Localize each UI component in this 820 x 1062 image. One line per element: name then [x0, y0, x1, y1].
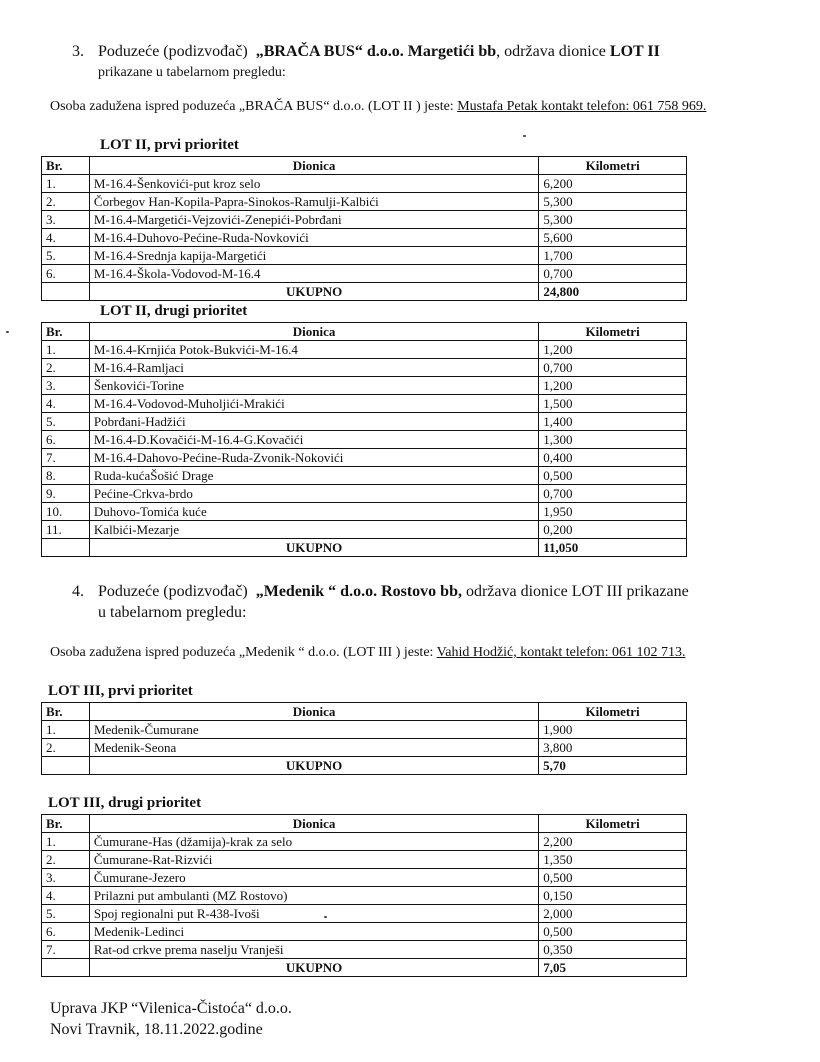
table-header-row [42, 703, 687, 721]
row-number-cell: 5. [42, 247, 90, 265]
scan-speck [523, 135, 526, 137]
section-name-cell: Prilazni put ambulanti (MZ Rostovo) [89, 887, 538, 905]
table-row [42, 193, 687, 211]
table-row [42, 359, 687, 377]
lot3-first-title: LOT III, prvi prioritet [48, 683, 193, 699]
kilometers-cell: 2,200 [539, 833, 687, 851]
col-header-br: Br. [42, 323, 90, 341]
section-name-cell: M-16.4-Margetići-Vejzovići-Zenepići-Pobrđani [89, 211, 538, 229]
kilometers-cell: 0,150 [539, 887, 687, 905]
section-name-cell: M-16.4-Krnjića Potok-Bukvići-M-16.4 [89, 341, 538, 359]
table-row [42, 521, 687, 539]
row-number-cell: 3. [42, 211, 90, 229]
kilometers-cell: 1,400 [539, 413, 687, 431]
kilometers-cell: 0,500 [539, 467, 687, 485]
row-number-cell: 5. [42, 413, 90, 431]
total-row [42, 283, 687, 301]
section-name-cell: Spoj regionalni put R-438-Ivoši [89, 905, 538, 923]
lot3-second-table [41, 814, 687, 977]
row-number-cell: 4. [42, 395, 90, 413]
row-number-cell: 6. [42, 923, 90, 941]
total-row [42, 539, 687, 557]
kilometers-cell: 0,500 [539, 869, 687, 887]
table-row [42, 413, 687, 431]
section-4-company: „Medenik “ d.o.o. Rostovo bb, [255, 583, 462, 600]
lot3-first-table [41, 702, 687, 775]
footer-date-place: Novi Travnik, 18.11.2022.godine [50, 1021, 263, 1038]
kilometers-cell: 1,350 [539, 851, 687, 869]
lot2-second-title: LOT II, drugi prioritet [100, 303, 248, 319]
section-3-lot: LOT II [609, 43, 660, 60]
section-name-cell: Pobrđani-Hadžići [89, 413, 538, 431]
lot2-first-title: LOT II, prvi prioritet [100, 137, 239, 153]
section-4-intro: Poduzeće (podizvođač) [98, 583, 248, 600]
table-row [42, 869, 687, 887]
row-number-cell: 2. [42, 359, 90, 377]
kilometers-cell: 0,500 [539, 923, 687, 941]
section-name-cell: M-16.4-D.Kovačići-M-16.4-G.Kovačići [89, 431, 538, 449]
kilometers-cell: 1,200 [539, 341, 687, 359]
kilometers-cell: 1,200 [539, 377, 687, 395]
kilometers-cell: 0,700 [539, 359, 687, 377]
section-name-cell: Kalbići-Mezarje [89, 521, 538, 539]
table-row [42, 905, 687, 923]
row-number-cell: 11. [42, 521, 90, 539]
section-3-contact-intro: Osoba zadužena ispred poduzeća „BRAČA BUS“ d.o.o. (LOT II ) jeste: [50, 99, 458, 114]
section-name-cell: M-16.4-Dahovo-Pećine-Ruda-Zvonik-Nokovići [89, 449, 538, 467]
section-name-cell: Čorbegov Han-Kopila-Papra-Sinokos-Ramulji-Kalbići [89, 193, 538, 211]
row-number-cell: 2. [42, 193, 90, 211]
kilometers-cell: 5,300 [539, 193, 687, 211]
total-row [42, 959, 687, 977]
row-number-cell: 1. [42, 721, 90, 739]
row-number-cell: 2. [42, 739, 90, 757]
section-3-intro: Poduzeće (podizvođač) [98, 43, 248, 60]
total-value: 24,800 [539, 283, 687, 301]
scan-speck [324, 916, 327, 918]
section-name-cell: Medenik-Seona [89, 739, 538, 757]
total-label: UKUPNO [89, 959, 538, 977]
col-header-br: Br. [42, 815, 90, 833]
table-header-row [42, 157, 687, 175]
col-header-dionica: Dionica [89, 157, 538, 175]
footer-organization: Uprava JKP “Vilenica-Čistoća“ d.o.o. [50, 1000, 292, 1017]
table-row [42, 341, 687, 359]
col-header-km: Kilometri [539, 815, 687, 833]
table-row [42, 887, 687, 905]
section-name-cell: Čumurane-Rat-Rizvići [89, 851, 538, 869]
table-header-row [42, 323, 687, 341]
col-header-br: Br. [42, 157, 90, 175]
section-name-cell: M-16.4-Srednja kapija-Margetići [89, 247, 538, 265]
table-row [42, 247, 687, 265]
row-number-cell: 3. [42, 869, 90, 887]
lot3-second-title: LOT III, drugi prioritet [48, 795, 202, 811]
total-label: UKUPNO [89, 539, 538, 557]
section-3-company: „BRAČA BUS“ d.o.o. Margetići bb [255, 43, 497, 60]
kilometers-cell: 5,300 [539, 211, 687, 229]
kilometers-cell: 0,700 [539, 485, 687, 503]
kilometers-cell: 1,500 [539, 395, 687, 413]
col-header-km: Kilometri [539, 323, 687, 341]
table-row [42, 211, 687, 229]
section-4-contact [50, 645, 686, 661]
row-number-cell: 1. [42, 833, 90, 851]
col-header-dionica: Dionica [89, 815, 538, 833]
col-header-dionica: Dionica [89, 323, 538, 341]
kilometers-cell: 5,600 [539, 229, 687, 247]
section-3-contact-person: Mustafa Petak kontakt telefon: 061 758 969. [457, 99, 707, 114]
total-empty-cell [42, 959, 90, 977]
total-value: 5,70 [539, 757, 687, 775]
table-row [42, 449, 687, 467]
table-row [42, 721, 687, 739]
kilometers-cell: 2,000 [539, 905, 687, 923]
table-header-row [42, 815, 687, 833]
lot2-second-table [41, 322, 687, 557]
kilometers-cell: 0,200 [539, 521, 687, 539]
row-number-cell: 3. [42, 377, 90, 395]
row-number-cell: 6. [42, 265, 90, 283]
total-empty-cell [42, 283, 90, 301]
section-4-line2: u tabelarnom pregledu: [98, 604, 247, 621]
table-row [42, 229, 687, 247]
section-3-line2: prikazane u tabelarnom pregledu: [98, 65, 286, 80]
row-number-cell: 4. [42, 887, 90, 905]
total-value: 7,05 [539, 959, 687, 977]
total-value: 11,050 [539, 539, 687, 557]
total-row [42, 757, 687, 775]
row-number-cell: 9. [42, 485, 90, 503]
col-header-dionica: Dionica [89, 703, 538, 721]
section-3-number: 3. [72, 43, 84, 60]
table-row [42, 851, 687, 869]
row-number-cell: 4. [42, 229, 90, 247]
kilometers-cell: 3,800 [539, 739, 687, 757]
section-name-cell: Čumurane-Has (džamija)-krak za selo [89, 833, 538, 851]
total-empty-cell [42, 539, 90, 557]
lot2-first-table [41, 156, 687, 301]
section-name-cell: M-16.4-Duhovo-Pećine-Ruda-Novkovići [89, 229, 538, 247]
section-name-cell: Duhovo-Tomića kuće [89, 503, 538, 521]
section-4-contact-intro: Osoba zadužena ispred poduzeća „Medenik “ d.o.o. (LOT III ) jeste: [50, 645, 437, 660]
row-number-cell: 1. [42, 341, 90, 359]
row-number-cell: 7. [42, 449, 90, 467]
row-number-cell: 5. [42, 905, 90, 923]
section-3-heading [72, 42, 792, 82]
section-name-cell: M-16.4-Vodovod-Muholjići-Mrakići [89, 395, 538, 413]
section-name-cell: Medenik-Ledinci [89, 923, 538, 941]
scan-speck [6, 331, 9, 333]
section-name-cell: Medenik-Čumurane [89, 721, 538, 739]
col-header-km: Kilometri [539, 703, 687, 721]
total-label: UKUPNO [89, 283, 538, 301]
kilometers-cell: 1,950 [539, 503, 687, 521]
table-row [42, 739, 687, 757]
section-4-number: 4. [72, 583, 84, 600]
kilometers-cell: 0,350 [539, 941, 687, 959]
section-4-contact-person: Vahid Hodžić, kontakt telefon: 061 102 713. [436, 645, 686, 660]
section-3-mid: , održava dionice [496, 43, 606, 60]
kilometers-cell: 0,400 [539, 449, 687, 467]
row-number-cell: 1. [42, 175, 90, 193]
section-4-mid: održava dionice LOT III prikazane [461, 583, 689, 600]
col-header-km: Kilometri [539, 157, 687, 175]
row-number-cell: 10. [42, 503, 90, 521]
table-row [42, 377, 687, 395]
section-name-cell: Šenkovići-Torine [89, 377, 538, 395]
total-label: UKUPNO [89, 757, 538, 775]
section-name-cell: Ruda-kućaŠošić Drage [89, 467, 538, 485]
section-name-cell: Rat-od crkve prema naselju Vranješi [89, 941, 538, 959]
table-row [42, 503, 687, 521]
table-row [42, 923, 687, 941]
kilometers-cell: 1,700 [539, 247, 687, 265]
col-header-br: Br. [42, 703, 90, 721]
kilometers-cell: 0,700 [539, 265, 687, 283]
row-number-cell: 8. [42, 467, 90, 485]
table-row [42, 431, 687, 449]
section-4-heading [72, 582, 792, 622]
table-row [42, 467, 687, 485]
table-row [42, 833, 687, 851]
section-name-cell: M-16.4-Ramljaci [89, 359, 538, 377]
kilometers-cell: 6,200 [539, 175, 687, 193]
total-empty-cell [42, 757, 90, 775]
table-row [42, 265, 687, 283]
kilometers-cell: 1,300 [539, 431, 687, 449]
table-row [42, 175, 687, 193]
table-row [42, 485, 687, 503]
table-row [42, 941, 687, 959]
table-row [42, 395, 687, 413]
section-name-cell: Pećine-Crkva-brdo [89, 485, 538, 503]
section-name-cell: M-16.4-Škola-Vodovod-M-16.4 [89, 265, 538, 283]
section-name-cell: M-16.4-Šenkovići-put kroz selo [89, 175, 538, 193]
row-number-cell: 6. [42, 431, 90, 449]
section-name-cell: Čumurane-Jezero [89, 869, 538, 887]
row-number-cell: 7. [42, 941, 90, 959]
kilometers-cell: 1,900 [539, 721, 687, 739]
section-3-contact [50, 99, 706, 115]
row-number-cell: 2. [42, 851, 90, 869]
